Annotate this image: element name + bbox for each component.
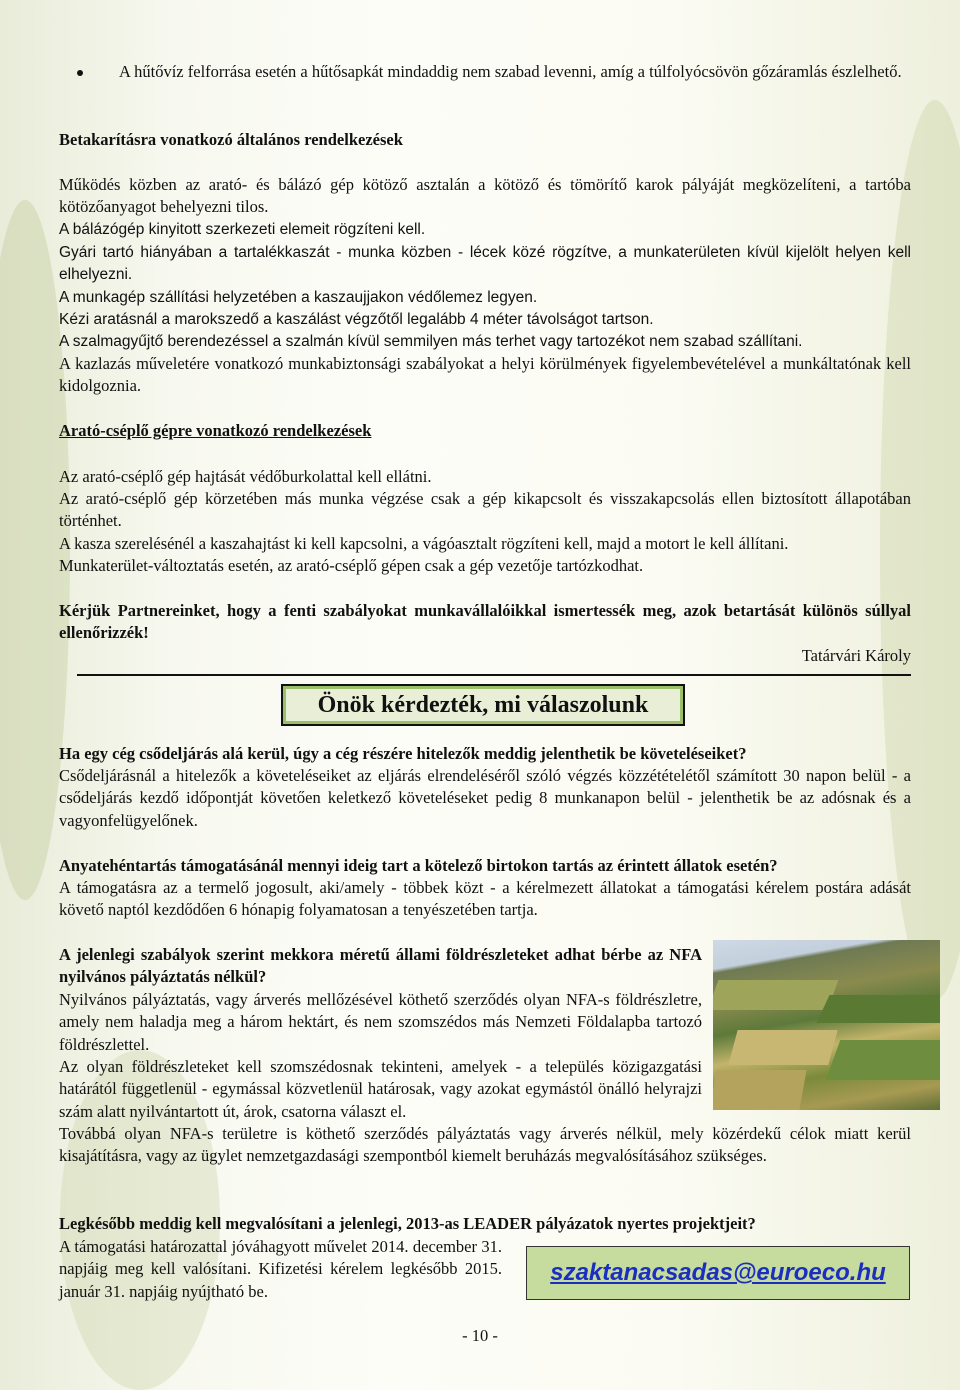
- answer-1: Csődeljárásnál a hitelezők a követeléseiket az eljárás elrendeléséről szóló végzés közzétételétől számított 30 napon belül - a csődeljárás kezdő időpontját követően keletkező követeléseket pedig 8 munkanapon belül - jelenthetik be az adósnak és a vagyonfelügyelőnek.: [59, 766, 911, 830]
- paragraph: Kézi aratásnál a marokszedő a kaszálást végzőtől legalább 4 méter távolságot tartson.: [59, 311, 654, 328]
- appeal-text: Kérjük Partnereinket, hogy a fenti szabályokat munkavállalóikkal ismertessék meg, azok betartását különös súllyal ellenőrizzék!: [59, 601, 911, 643]
- paragraph: A szalmagyűjtő berendezéssel a szalmán kívül semmilyen más terhet vagy tartozékot nem szabad szállítani.: [59, 333, 803, 350]
- answer-2: A támogatásra az a termelő jogosult, aki/amely - többek közt - a kérelmezett állatokat a támogatási kérelem postára adását követő naptól kezdődően 6 hónapig folyamatosan a tenyészetében tartja.: [59, 878, 911, 920]
- section-heading-harvest: Betakarításra vonatkozó általános rendelkezések: [59, 130, 403, 149]
- question-3: A jelenlegi szabályok szerint mekkora méretű állami földrészleteket adhat bérbe az NFA nyilvános pályáztatás nélkül?: [59, 945, 702, 987]
- answer-3-part-2: Az olyan földrészleteket kell szomszédosnak tekinteni, amelyek - a település közigazgatási határától függetlenül - egymással közvetlenül határosak, vagy azokat egymástól önálló helyrajzi szám alatt nyilvántartott út, árok, csatorna választ el.: [59, 1057, 702, 1121]
- paragraph: A kasza szerelésénél a kaszahajtást ki kell kapcsolni, a vágóasztalt rögzíteni kell, majd a motort le kell állítani.: [59, 534, 789, 553]
- section-heading-combine: Arató-cséplő gépre vonatkozó rendelkezések: [59, 421, 372, 440]
- email-contact-box[interactable]: [526, 1246, 910, 1300]
- answer-4: A támogatási határozattal jóváhagyott művelet 2014. december 31. napjáig meg kell valósítani. Kifizetési kérelem legkésőbb 2015. január 31. napjáig nyújtható be.: [59, 1237, 502, 1301]
- paragraph: Az arató-cséplő gép körzetében más munka végzése csak a gép kikapcsolt és visszakapcsolás ellen biztosított állapotában történhet.: [59, 489, 911, 531]
- answer-3-part-1: Nyilvános pályáztatás, vagy árverés mellőzésével köthető szerződés olyan NFA-s földrészletre, amely nem haladja meg a három hektárt, és nem szomszédos más Nemzeti Földalapba tartozó földrészlettel.: [59, 990, 702, 1054]
- paragraph: Munkaterület-változtatás esetén, az arató-cséplő gépen csak a gép vezetője tartózkodhat.: [59, 556, 644, 575]
- aerial-field-photo: [713, 940, 940, 1110]
- paragraph: A bálázógép kinyitott szerkezeti elemeit rögzíteni kell.: [59, 221, 426, 238]
- paragraph: Az arató-cséplő gép hajtását védőburkolattal kell ellátni.: [59, 467, 432, 486]
- divider: [77, 674, 911, 676]
- bullet-item: [77, 61, 911, 83]
- question-2: Anyatehéntartás támogatásánál mennyi ideig tart a kötelező birtokon tartás az érintett állatok esetén?: [59, 856, 778, 875]
- page-number: - 10 -: [462, 1326, 498, 1345]
- question-1: Ha egy cég csődeljárás alá kerül, úgy a cég részére hitelezők meddig jelenthetik be követeléseiket?: [59, 744, 747, 763]
- paragraph: A kazlazás műveletére vonatkozó munkabiztonsági szabályokat a helyi körülmények figyelembevételével a munkáltatónak kell kidolgoznia.: [59, 354, 911, 396]
- paragraph: A munkagép szállítási helyzetében a kaszaujjakon védőlemez legyen.: [59, 289, 538, 306]
- qa-banner: Önök kérdezték, mi válaszolunk: [281, 684, 685, 726]
- bullet-text: A hűtővíz felforrása esetén a hűtősapkát mindaddig nem szabad levenni, amíg a túlfolyócsövön gőzáramlás észlelhető.: [119, 62, 902, 81]
- question-4: Legkésőbb meddig kell megvalósítani a jelenlegi, 2013-as LEADER pályázatok nyertes projektjeit?: [59, 1214, 756, 1233]
- answer-3-part-3: Továbbá olyan NFA-s területre is köthető szerződés pályáztatás vagy árverés nélkül, mely közérdekű célok miatt kerül kisajátításra, vagy az ügylet nemzetgazdasági szempontból kiemelt beruházás megvalósításához szükséges.: [59, 1124, 911, 1166]
- paragraph: Működés közben az arató- és bálázó gép kötöző asztalán a kötöző és tömörítő karok pályáját megközelíteni, a tartóba kötözőanyagot behelyezni tilos.: [59, 175, 911, 217]
- email-link[interactable]: szaktanacsadas@euroeco.hu: [550, 1259, 886, 1286]
- bullet-dot-icon: [77, 70, 83, 76]
- paragraph: Gyári tartó hiányában a tartalékkaszát - munka közben - lécek közé rögzítve, a munkaterületen kívül kijelölt helyen kell elhelyezni.: [59, 244, 911, 284]
- signature: Tatárvári Károly: [801, 646, 911, 665]
